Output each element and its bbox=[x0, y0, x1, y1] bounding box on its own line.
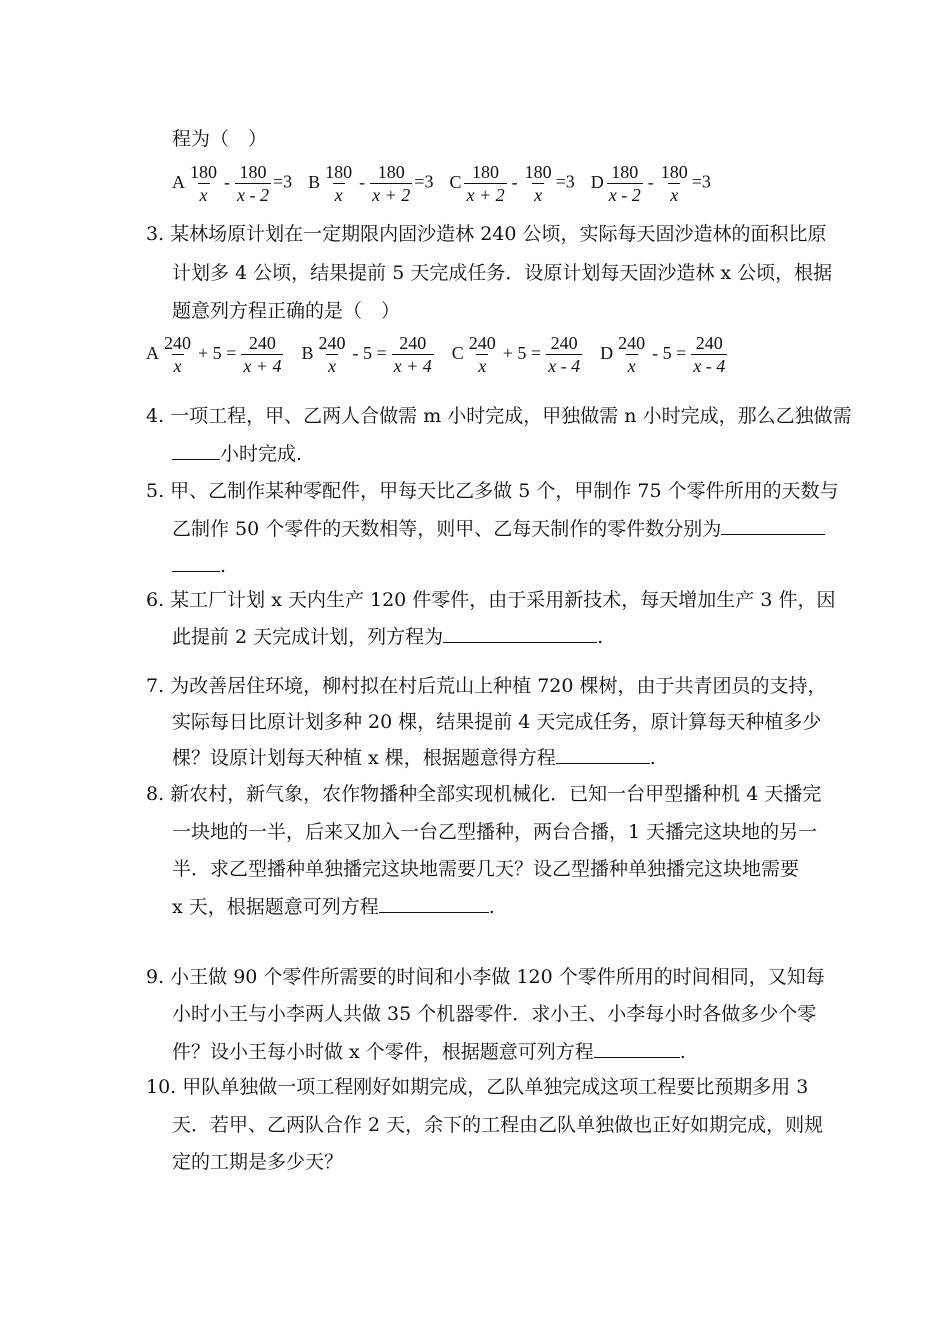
q7-line-3: 棵？设原计划每天种植 x 棵，根据题意得方程 . bbox=[172, 747, 656, 769]
q5-answer-blank-2[interactable] bbox=[172, 553, 220, 572]
q3-line-1: 3. 某林场原计划在一定期限内固沙造林 240 公顷，实际每天固沙造林的面积比原 bbox=[146, 223, 827, 245]
q5-line-3: . bbox=[172, 552, 226, 580]
q3-line-3: 题意列方程正确的是（ ） bbox=[172, 300, 401, 322]
q4-line-2: 小时完成. bbox=[172, 440, 302, 468]
q3-option-a: A $\frac{240}{x}$ + 5 = $\frac{240}{x + 4}$ bbox=[146, 333, 282, 376]
q5-line-2: 乙制作 50 个零件的天数相等，则甲、乙每天制作的零件数分别为 bbox=[172, 515, 825, 543]
q3-line-2: 计划多 4 公顷，结果提前 5 天完成任务．设原计划每天固沙造林 x 公顷，根据 bbox=[172, 262, 833, 284]
q2-option-a: A $\frac{180}{x}$ - $\frac{180}{x - 2}$ =3 bbox=[172, 162, 293, 205]
q8-line-1: 8. 新农村，新气象，农作物播种全部实现机械化．已知一台甲型播种机 4 天播完 bbox=[146, 783, 822, 805]
q5-answer-blank-1[interactable] bbox=[721, 516, 825, 535]
q10-line-3: 定的工期是多少天？ bbox=[172, 1151, 344, 1173]
q2-option-d: D $\frac{180}{x - 2}$ - $\frac{180}{x}$ =3 bbox=[590, 162, 711, 205]
q2-options bbox=[172, 162, 711, 205]
q8-line-2: 一块地的一半，后来又加入一台乙型播种，两台合播，1 天播完这块地的另一 bbox=[172, 821, 818, 843]
q2-option-c: C $\frac{180}{x + 2}$ - $\frac{180}{x}$ =3 bbox=[449, 162, 575, 205]
q7-line-2: 实际每日比原计划多种 20 棵，结果提前 4 天完成任务，原计算每天种植多少 bbox=[172, 711, 822, 733]
q8-answer-blank[interactable] bbox=[379, 894, 489, 913]
q8-line-3: 半．求乙型播种单独播完这块地需要几天？设乙型播种单独播完这块地需要 bbox=[172, 858, 800, 880]
q8-line-4: x 天，根据题意可列方程 . bbox=[172, 896, 495, 918]
q3-option-d: D $\frac{240}{x}$ - 5 = $\frac{240}{x - 4}$ bbox=[600, 333, 726, 376]
q7-answer-blank[interactable] bbox=[556, 745, 650, 764]
q9-line-2: 小时小王与小李两人共做 35 个机器零件．求小王、小李每小时各做多少个零 bbox=[172, 1003, 817, 1025]
q2-stem-tail: 程为（ ） bbox=[172, 128, 268, 150]
q10-line-1: 10. 甲队单独做一项工程刚好如期完成，乙队单独完成这项工程要比预期多用 3 bbox=[146, 1076, 809, 1098]
q9-line-1: 9. 小王做 90 个零件所需要的时间和小李做 120 个零件所用的时间相同，又知每 bbox=[146, 966, 825, 988]
q5-line-1: 5. 甲、乙制作某种零配件，甲每天比乙多做 5 个，甲制作 75 个零件所用的天数与 bbox=[146, 480, 839, 502]
q4-answer-blank[interactable] bbox=[172, 441, 220, 460]
q2-option-b: B $\frac{180}{x}$ - $\frac{180}{x + 2}$ =3 bbox=[308, 162, 434, 205]
q9-answer-blank[interactable] bbox=[594, 1039, 680, 1058]
q4-line-1: 4. 一项工程，甲、乙两人合做需 m 小时完成，甲独做需 n 小时完成，那么乙独做需 bbox=[146, 405, 852, 427]
q3-options bbox=[146, 333, 729, 376]
q6-line-2: 此提前 2 天完成计划，列方程为 . bbox=[172, 626, 604, 648]
q3-option-c: C $\frac{240}{x}$ + 5 = $\frac{240}{x - 4}$ bbox=[451, 333, 581, 376]
q9-line-3: 件？设小王每小时做 x 个零件，根据题意可列方程 . bbox=[172, 1041, 686, 1063]
q3-option-b: B $\frac{240}{x}$ - 5 = $\frac{240}{x + 4}$ bbox=[301, 333, 432, 376]
q6-line-1: 6. 某工厂计划 x 天内生产 120 件零件，由于采用新技术，每天增加生产 3 件，因 bbox=[146, 589, 836, 611]
q6-answer-blank[interactable] bbox=[443, 624, 597, 643]
q7-line-1: 7. 为改善居住环境，柳村拟在村后荒山上种植 720 棵树，由于共青团员的支持， bbox=[146, 675, 827, 697]
q10-line-2: 天．若甲、乙两队合作 2 天，余下的工程由乙队单独做也正好如期完成，则规 bbox=[172, 1114, 824, 1136]
